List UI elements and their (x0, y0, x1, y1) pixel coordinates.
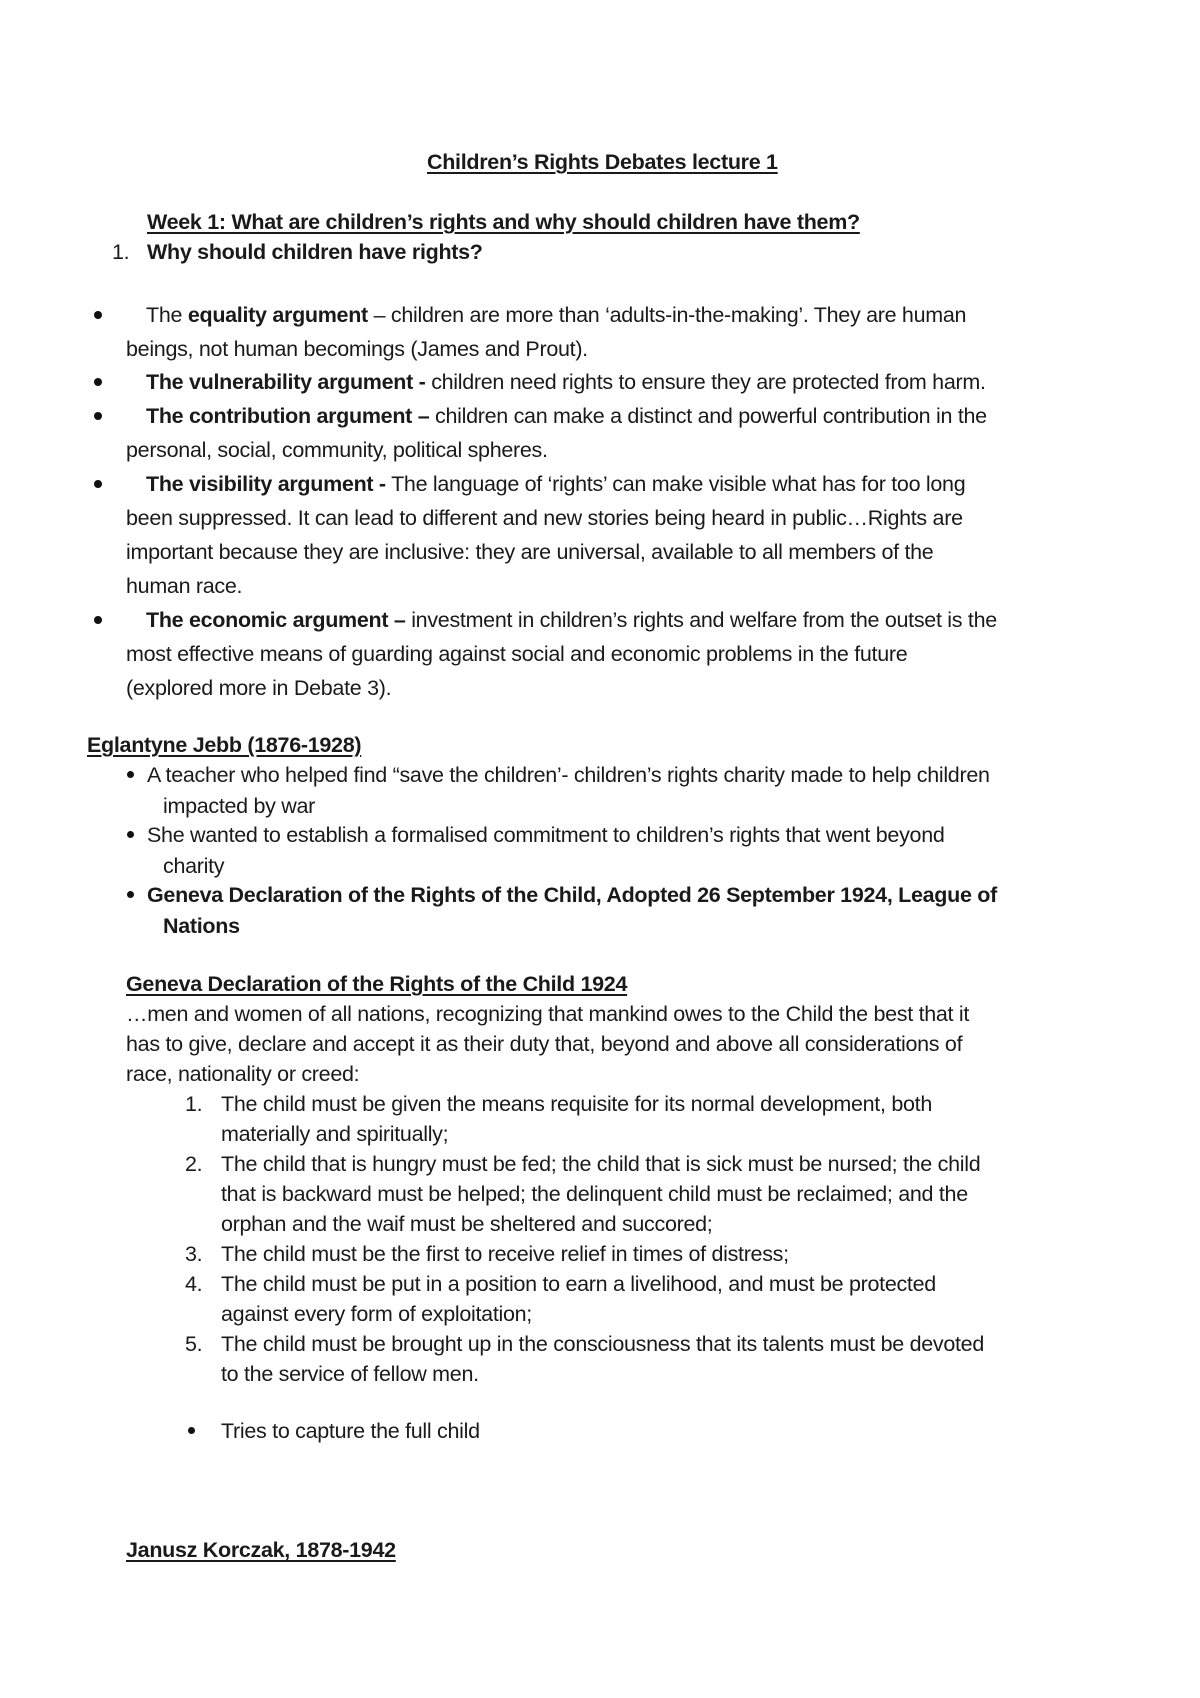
argument-contribution (146, 404, 987, 429)
geneva-item: The child must be brought up in the consciousness that its talents must be devoted (221, 1332, 984, 1356)
bullet-icon (94, 480, 102, 488)
bullet-icon (127, 891, 134, 898)
geneva-item-line: to the service of fellow men. (221, 1362, 479, 1386)
argument-name: The visibility argument - (146, 472, 386, 496)
jebb-heading: Eglantyne Jebb (1876-1928) (87, 733, 362, 757)
question-number: 1. (112, 240, 130, 264)
argument-lead: The (146, 303, 188, 327)
argument-text: children can make a distinct and powerful contribution in the (429, 404, 987, 428)
argument-text: – children are more than ‘adults-in-the-making’. They are human (367, 303, 967, 327)
bullet-icon (94, 412, 102, 420)
list-number: 3. (185, 1242, 203, 1266)
bullet-icon (94, 616, 102, 624)
jebb-item-line: impacted by war (163, 794, 316, 818)
argument-name: The contribution argument – (146, 404, 430, 428)
bullet-icon (127, 771, 134, 778)
jebb-item-line: charity (163, 854, 225, 878)
jebb-item-line: Nations (163, 914, 240, 938)
argument-name: The economic argument – (146, 608, 406, 632)
list-number: 4. (185, 1272, 203, 1296)
bullet-icon (127, 831, 134, 838)
argument-equality (146, 303, 966, 328)
argument-text: investment in children’s rights and welfare from the outset is the (405, 608, 997, 632)
argument-text: children need rights to ensure they are protected from harm. (431, 370, 986, 394)
argument-line: important because they are inclusive: they are universal, available to all members of the (126, 540, 934, 564)
argument-line: personal, social, community, political spheres. (126, 438, 548, 462)
jebb-item: Geneva Declaration of the Rights of the Child, Adopted 26 September 1924, League of (147, 883, 997, 907)
geneva-intro: race, nationality or creed: (126, 1062, 360, 1086)
list-number: 2. (185, 1152, 203, 1176)
argument-line: most effective means of guarding against social and economic problems in the future (126, 642, 908, 666)
argument-line: human race. (126, 574, 243, 598)
geneva-item: The child must be put in a position to earn a livelihood, and must be protected (221, 1272, 936, 1296)
geneva-item-line: against every form of exploitation; (221, 1302, 532, 1326)
argument-line: beings, not human becomings (James and Prout). (126, 337, 588, 361)
question-text: Why should children have rights? (147, 240, 483, 264)
geneva-item-line: materially and spiritually; (221, 1122, 449, 1146)
geneva-item: The child must be the first to receive relief in times of distress; (221, 1242, 789, 1266)
geneva-intro: …men and women of all nations, recognizing that mankind owes to the Child the best that it (126, 1002, 970, 1026)
geneva-item: The child that is hungry must be fed; the child that is sick must be nursed; the child (221, 1152, 981, 1176)
geneva-intro: has to give, declare and accept it as their duty that, beyond and above all considerations of (126, 1032, 963, 1056)
jebb-item: She wanted to establish a formalised commitment to children’s rights that went beyond (147, 823, 945, 847)
list-number: 5. (185, 1332, 203, 1356)
argument-name: equality argument (187, 303, 368, 327)
jebb-item: A teacher who helped find “save the children’- children’s rights charity made to help children (147, 763, 990, 787)
geneva-heading: Geneva Declaration of the Rights of the Child 1924 (126, 972, 628, 996)
argument-visibility (146, 472, 965, 497)
geneva-item-line: orphan and the waif must be sheltered and succored; (221, 1212, 713, 1236)
list-number: 1. (185, 1092, 203, 1116)
argument-economic (146, 608, 997, 633)
bullet-icon (188, 1427, 195, 1434)
week-heading: Week 1: What are children’s rights and why should children have them? (147, 210, 860, 234)
korczak-heading: Janusz Korczak, 1878-1942 (126, 1538, 396, 1562)
argument-text: The language of ‘rights’ can make visible what has for too long (385, 472, 966, 496)
argument-line: been suppressed. It can lead to different and new stories being heard in public…Rights are (126, 506, 963, 530)
geneva-item: The child must be given the means requisite for its normal development, both (221, 1092, 932, 1116)
argument-name: The vulnerability argument - (146, 370, 432, 394)
page-title: Children’s Rights Debates lecture 1 (427, 150, 778, 174)
geneva-note: Tries to capture the full child (221, 1419, 480, 1443)
bullet-icon (94, 311, 102, 319)
argument-line: (explored more in Debate 3). (126, 676, 392, 700)
geneva-item-line: that is backward must be helped; the delinquent child must be reclaimed; and the (221, 1182, 968, 1206)
bullet-icon (94, 378, 102, 386)
argument-vulnerability (146, 370, 986, 395)
